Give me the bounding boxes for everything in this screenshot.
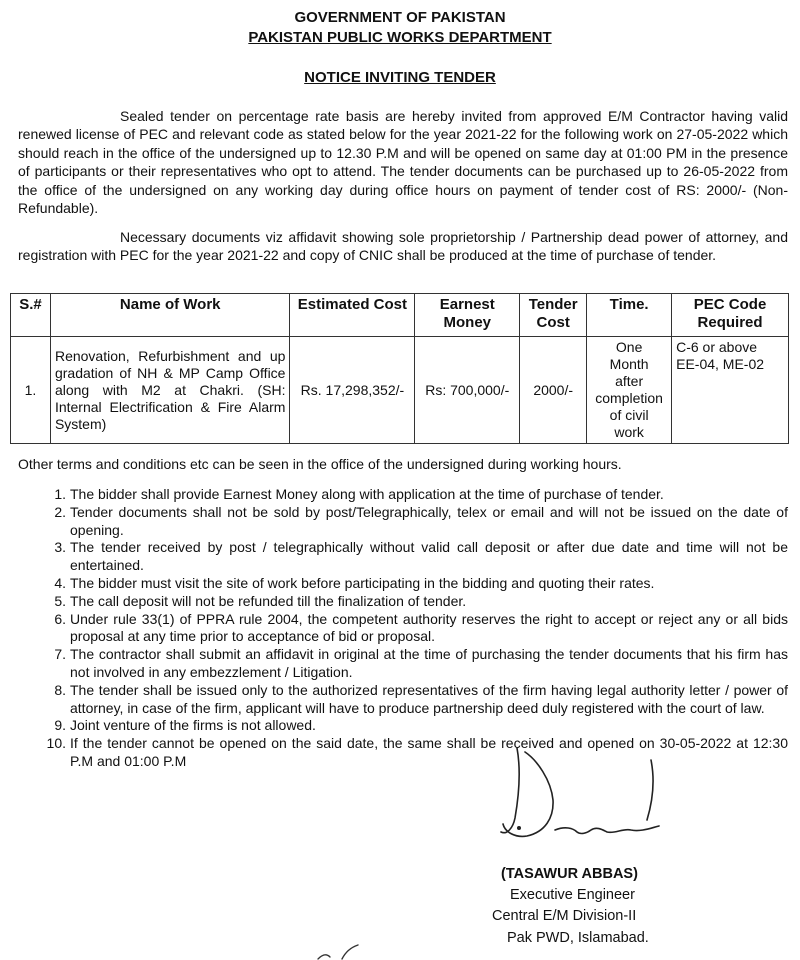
list-item-number: 7.	[54, 646, 66, 663]
other-terms-text: Other terms and conditions etc can be seen in the office of the undersigned during working hours.	[18, 456, 622, 472]
list-item-number: 4.	[54, 574, 66, 591]
list-item-number: 10.	[46, 735, 66, 752]
list-item-number: 8.	[54, 681, 66, 698]
list-item-text: Joint venture of the firms is not allowed.	[70, 717, 316, 734]
list-item-text: The call deposit will not be refunded till the finalization of tender.	[70, 592, 467, 609]
list-item-number: 1.	[54, 486, 66, 502]
list-item-text: Tender documents shall not be sold by post/Telegraphically, telex or email and will not be issued on the date of opening.	[70, 503, 788, 538]
tender-table	[10, 293, 789, 444]
cell-time	[587, 337, 672, 444]
handwritten-mark	[300, 935, 380, 960]
list-item-text: The tender shall be issued only to the authorized representatives of the firm having legal authority letter / power of attorney, in case of the firm, applicant will have to produce partnership deed duly registered with the court of law.	[70, 681, 788, 716]
header-name-of-work: Name of Work	[50, 294, 290, 337]
time-line: of civil	[609, 407, 649, 423]
time-line: after	[615, 373, 644, 389]
list-item-number: 9.	[54, 717, 66, 734]
documents-paragraph-text: Necessary documents viz affidavit showing sole proprietorship / Partnership dead power of attorney, and registration with PEC for the year 2021-22 and copy of CNIC shall be produced at the time of purchase of tender.	[18, 229, 788, 264]
header-time: Time.	[587, 294, 672, 337]
list-item-number: 2.	[54, 503, 66, 520]
list-item	[18, 717, 788, 735]
list-item	[18, 575, 788, 593]
signatory-name: (TASAWUR ABBAS)	[501, 866, 638, 882]
header-earnest-money: Earnest Money	[415, 294, 520, 337]
document-header	[0, 8, 800, 88]
list-item-number: 6.	[54, 610, 66, 627]
list-item	[18, 646, 788, 682]
time-line: One	[615, 339, 643, 355]
list-item	[18, 504, 788, 540]
government-heading: GOVERNMENT OF PAKISTAN	[294, 9, 506, 26]
list-item-number: 5.	[54, 592, 66, 609]
cell-name-of-work: Renovation, Refurbishment and up gradation of NH & MP Camp Office along with M2 at Chakri. (SH: Internal Electrification & Fire Alarm System)	[50, 337, 290, 444]
cell-sno: 1.	[11, 337, 51, 444]
header-tender-cost: Tender Cost	[520, 294, 587, 337]
list-item-number: 3.	[54, 539, 66, 556]
table-row	[11, 337, 789, 444]
notice-title: NOTICE INVITING TENDER	[304, 69, 496, 86]
list-item	[18, 593, 788, 611]
header-sno: S.#	[11, 294, 51, 337]
header-pec-code: PEC Code Required	[672, 294, 789, 337]
list-item-text: Under rule 33(1) of PPRA rule 2004, the competent authority reserves the right to accept or reject any or all bids proposal at any time prior to acceptance of bid or proposal.	[70, 610, 788, 645]
list-item-text: The tender received by post / telegraphically without valid call deposit or after due date and time will not be entertained.	[70, 539, 788, 574]
cell-pec-code: C-6 or above EE-04, ME-02	[672, 337, 789, 444]
cell-tender-cost: 2000/-	[520, 337, 587, 444]
department-heading: PAKISTAN PUBLIC WORKS DEPARTMENT	[248, 29, 552, 46]
signatory-office: Pak PWD, Islamabad.	[507, 930, 649, 946]
list-item-text: The contractor shall submit an affidavit in original at the time of purchasing the tender documents that his firm has not involved in any embezzlement / Litigation.	[70, 646, 788, 680]
list-item	[18, 682, 788, 718]
conditions-list	[18, 486, 788, 771]
signatory-designation: Executive Engineer	[510, 887, 635, 903]
cell-estimated-cost: Rs. 17,298,352/-	[290, 337, 415, 444]
list-item-text: The bidder must visit the site of work before participating in the bidding and quoting their rates.	[70, 574, 655, 591]
intro-paragraph-text: Sealed tender on percentage rate basis are hereby invited from approved E/M Contractor having valid renewed license of PEC and relevant code as stated below for the year 2021-22 for the following work on 27-05-2022 which should reach in the office of the undersigned up to 12.30 P.M and will be opened on same day at 01:00 PM in the presence of participants or their representatives who opt to attend. The tender documents can be purchased up to 26-05-2022 from the office of the undersigned on any working day during office hours on payment of tender cost of RS: 2000/- (Non-Refundable).	[18, 108, 788, 217]
list-item-text: The bidder shall provide Earnest Money along with application at the time of purchase of tender.	[70, 486, 664, 502]
time-line: work	[614, 424, 644, 440]
time-line: completion	[595, 390, 663, 406]
list-item-text: If the tender cannot be opened on the said date, the same shall be received and opened on 30-05-2022 at 12:30 P.M and 01:00 P.M	[70, 735, 788, 769]
time-line: Month	[609, 356, 649, 372]
cell-earnest-money: Rs: 700,000/-	[415, 337, 520, 444]
list-item	[18, 611, 788, 647]
handwritten-signature	[455, 740, 695, 845]
documents-paragraph	[18, 228, 788, 265]
intro-paragraph	[18, 107, 788, 217]
header-estimated-cost: Estimated Cost	[290, 294, 415, 337]
signatory-division: Central E/M Division-II	[492, 908, 637, 924]
list-item	[18, 539, 788, 575]
list-item	[18, 486, 788, 504]
table-header-row	[11, 294, 789, 337]
